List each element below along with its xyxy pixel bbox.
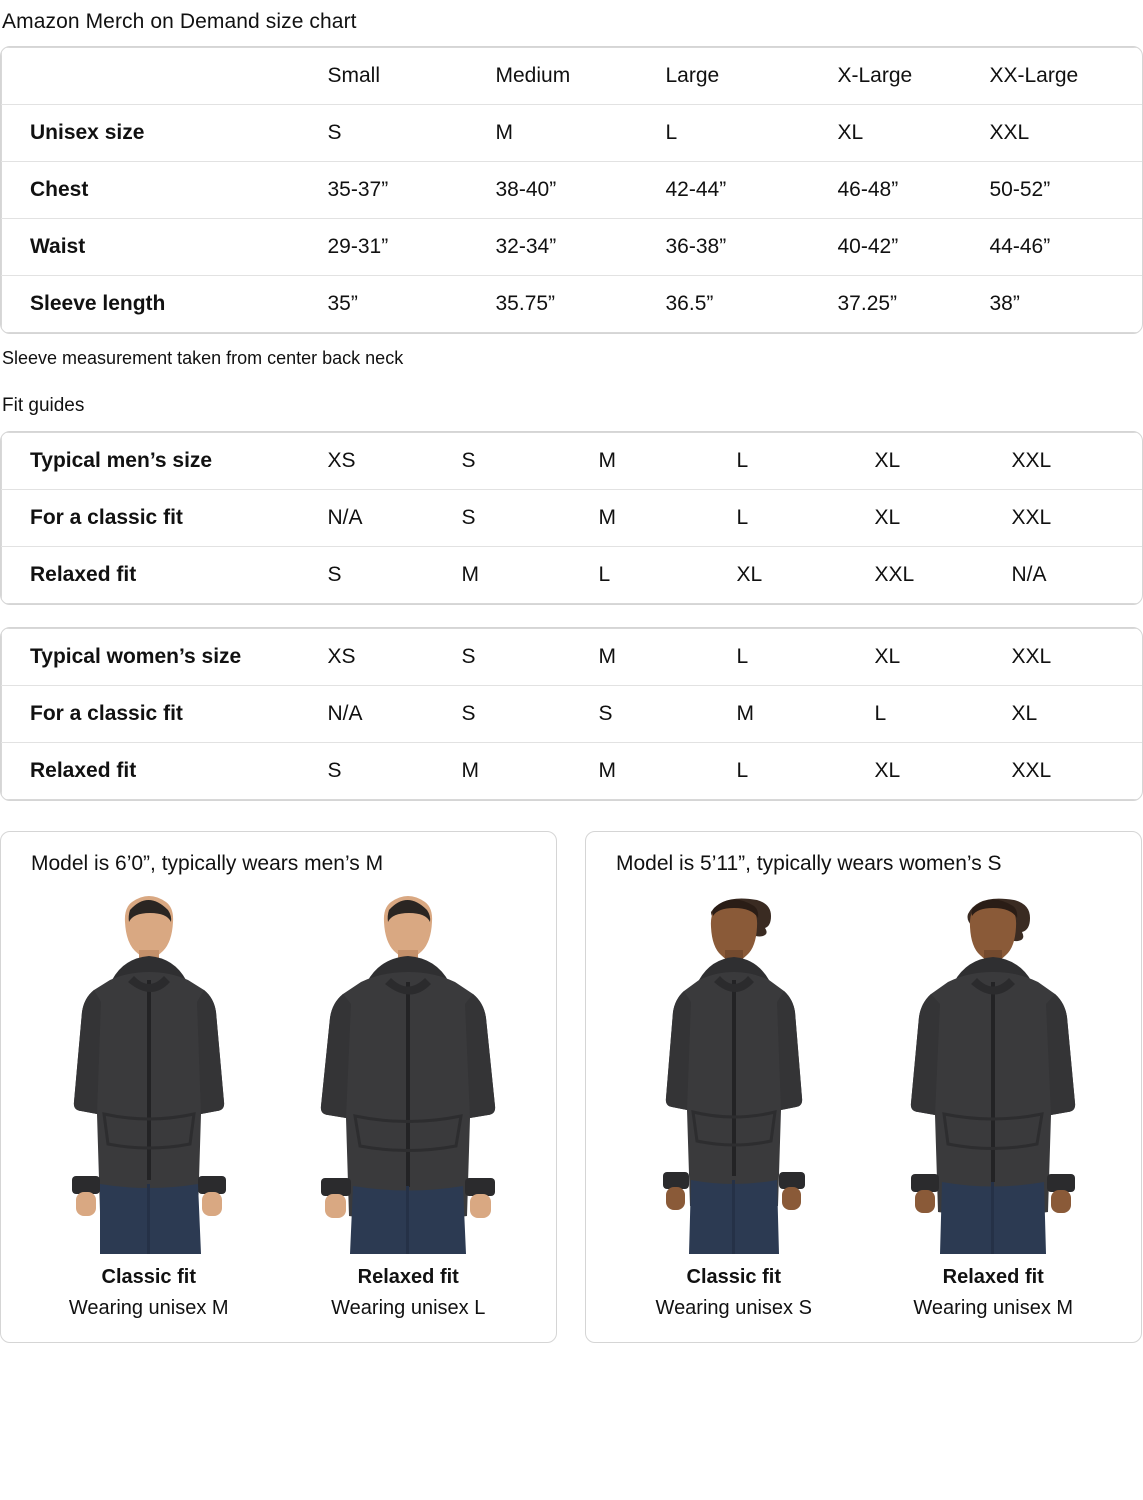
cell: 42-44” — [662, 162, 834, 219]
column-header-xlarge: X-Large — [834, 48, 986, 105]
cell: S — [458, 686, 595, 743]
column-header-small: Small — [324, 48, 492, 105]
female-model-classic-illustration — [619, 884, 849, 1254]
fit-name: Classic fit — [686, 1266, 781, 1288]
cell: XXL — [874, 563, 915, 586]
table-row — [2, 686, 1143, 743]
cell: 50-52” — [986, 162, 1143, 219]
cell: XL — [874, 759, 901, 782]
column-header-large: Large — [662, 48, 834, 105]
cell: XXL — [1008, 490, 1143, 547]
cell: M — [461, 759, 479, 782]
cell: XS — [324, 433, 458, 490]
cell: L — [662, 105, 834, 162]
row-label-chest: Chest — [2, 162, 324, 219]
table-row — [2, 743, 1143, 800]
cell: 35-37” — [324, 162, 492, 219]
cell: XXL — [1008, 433, 1143, 490]
column-header-medium: Medium — [492, 48, 662, 105]
cell: 35.75” — [495, 292, 556, 315]
model-photo-womens-classic — [610, 884, 858, 1254]
cell: S — [458, 490, 595, 547]
table-row — [2, 490, 1143, 547]
mens-fit-table — [1, 432, 1143, 604]
model-figures — [19, 884, 538, 1320]
table-row — [2, 276, 1143, 333]
fit-name: Relaxed fit — [942, 1266, 1044, 1288]
cell: XS — [324, 629, 458, 686]
wearing-size: Wearing unisex L — [331, 1297, 486, 1319]
cell: S — [327, 759, 342, 782]
column-header-blank — [2, 48, 324, 105]
cell: 38-40” — [492, 162, 662, 219]
cell: XL — [1008, 686, 1143, 743]
table-row — [2, 629, 1143, 686]
size-table-container — [0, 46, 1143, 334]
row-label-mens-classic-fit: For a classic fit — [2, 490, 324, 547]
column-header-xxlarge: XX-Large — [986, 48, 1143, 105]
cell: 37.25” — [837, 292, 898, 315]
row-label-typical-mens-size: Typical men’s size — [2, 433, 324, 490]
table-row — [2, 105, 1143, 162]
page-title: Amazon Merch on Demand size chart — [2, 10, 357, 33]
table-row — [2, 547, 1143, 604]
cell: N/A — [324, 686, 458, 743]
cell: M — [461, 563, 479, 586]
cell: L — [733, 433, 871, 490]
cell: L — [733, 490, 871, 547]
cell: M — [595, 629, 733, 686]
cell: 40-42” — [834, 219, 986, 276]
row-label-sleeve-length: Sleeve length — [30, 292, 166, 315]
cell: L — [871, 686, 1008, 743]
model-figure-relaxed — [869, 884, 1117, 1320]
cell: XL — [871, 490, 1008, 547]
cell: XL — [834, 105, 986, 162]
cell: N/A — [324, 490, 458, 547]
cell: 36-38” — [662, 219, 834, 276]
wearing-size: Wearing unisex M — [913, 1297, 1074, 1319]
cell: 29-31” — [324, 219, 492, 276]
cell: S — [595, 686, 733, 743]
row-label-mens-relaxed-fit: Relaxed fit — [30, 563, 137, 586]
wearing-size: Wearing unisex M — [68, 1297, 229, 1319]
cell: 38” — [989, 292, 1020, 315]
model-card-mens — [0, 831, 557, 1343]
male-model-classic-illustration — [34, 884, 264, 1254]
table-row — [2, 433, 1143, 490]
model-caption: Model is 5’11”, typically wears women’s S — [616, 852, 1002, 875]
model-photo-mens-relaxed — [284, 884, 532, 1254]
model-figure-relaxed — [284, 884, 532, 1320]
cell: 32-34” — [492, 219, 662, 276]
cell: 46-48” — [834, 162, 986, 219]
model-photo-mens-classic — [25, 884, 273, 1254]
row-label-typical-womens-size: Typical women’s size — [2, 629, 324, 686]
model-cards — [0, 831, 1143, 1343]
cell: L — [733, 629, 871, 686]
mens-fit-table-container — [0, 431, 1143, 605]
fit-name: Classic fit — [101, 1266, 196, 1288]
row-label-waist: Waist — [2, 219, 324, 276]
cell: S — [458, 629, 595, 686]
row-label-unisex-size: Unisex size — [2, 105, 324, 162]
cell: XL — [736, 563, 763, 586]
cell: S — [458, 433, 595, 490]
model-caption: Model is 6’0”, typically wears men’s M — [31, 852, 384, 875]
cell: 36.5” — [665, 292, 714, 315]
cell: XXL — [1008, 629, 1143, 686]
cell: S — [324, 105, 492, 162]
fit-guides-label: Fit guides — [2, 395, 85, 416]
womens-fit-table-container — [0, 627, 1143, 801]
model-photo-womens-relaxed — [869, 884, 1117, 1254]
female-model-relaxed-illustration — [878, 884, 1108, 1254]
model-card-womens — [585, 831, 1142, 1343]
row-label-womens-classic-fit: For a classic fit — [2, 686, 324, 743]
cell: L — [598, 563, 611, 586]
cell: M — [598, 759, 616, 782]
cell: L — [736, 759, 749, 782]
cell: M — [492, 105, 662, 162]
fit-name: Relaxed fit — [357, 1266, 459, 1288]
cell: 44-46” — [986, 219, 1143, 276]
model-figure-classic — [25, 884, 273, 1320]
table-header-row — [2, 48, 1143, 105]
size-table — [1, 47, 1143, 333]
cell: XL — [871, 433, 1008, 490]
cell: M — [595, 490, 733, 547]
wearing-size: Wearing unisex S — [655, 1297, 812, 1319]
sleeve-note: Sleeve measurement taken from center back neck — [2, 348, 404, 368]
cell: XL — [871, 629, 1008, 686]
table-row — [2, 219, 1143, 276]
cell: N/A — [1011, 563, 1047, 586]
model-figures — [604, 884, 1123, 1320]
cell: XXL — [1011, 759, 1052, 782]
cell: S — [327, 563, 342, 586]
cell: XXL — [986, 105, 1143, 162]
cell: 35” — [327, 292, 358, 315]
cell: M — [595, 433, 733, 490]
model-figure-classic — [610, 884, 858, 1320]
row-label-womens-relaxed-fit: Relaxed fit — [30, 759, 137, 782]
male-model-relaxed-illustration — [293, 884, 523, 1254]
table-row — [2, 162, 1143, 219]
cell: M — [733, 686, 871, 743]
womens-fit-table — [1, 628, 1143, 800]
